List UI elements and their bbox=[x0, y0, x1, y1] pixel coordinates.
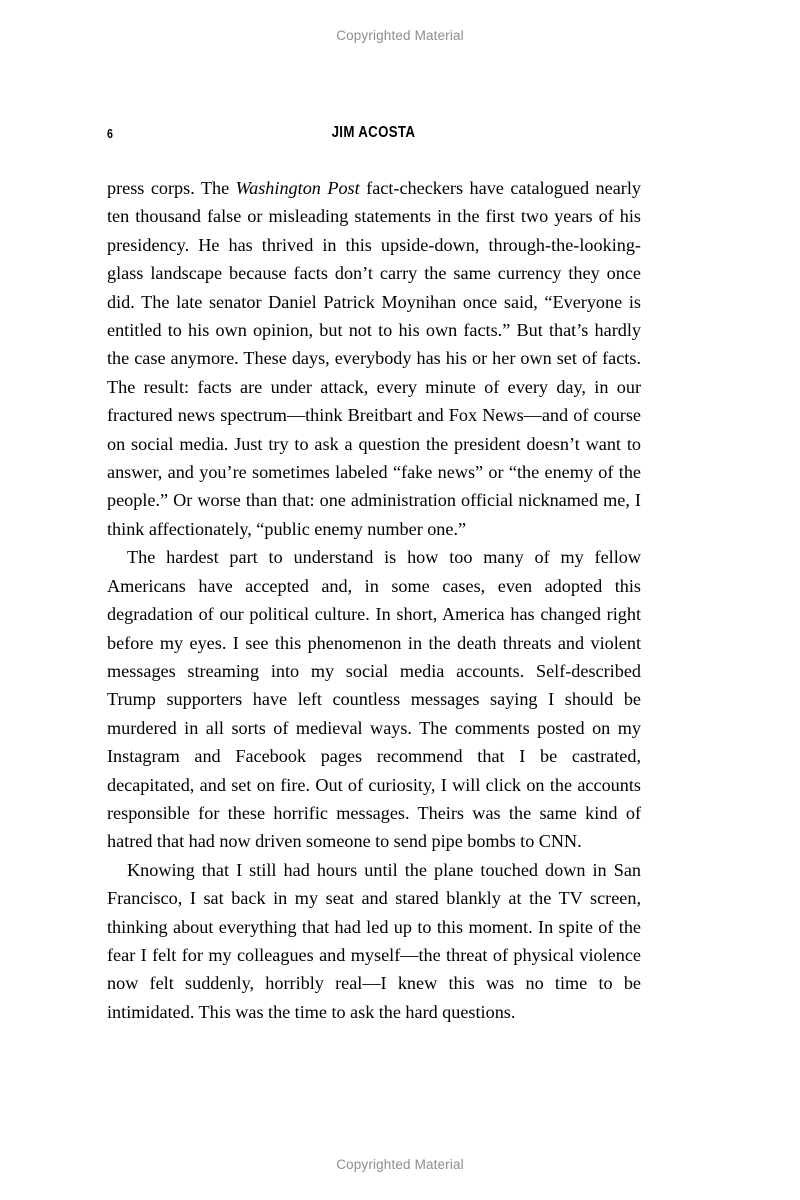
para-1: press corps. The Washington Post fact-checkers have catalogued nearly ten thousand false or misleading statements in the first two years of his presidency. He has thrived in this upside-down, through-the-looking-glass landscape because facts don’t carry the same currency they once did. The late senator Daniel Patrick Moynihan once said, “Everyone is entitled to his own opinion, but not to his own facts.” But that’s hardly the case anymore. These days, everybody has his or her own set of facts. The result: facts are under attack, every minute of every day, in our fractured news spectrum—think Breitbart and Fox News—and of course on social media. Just try to ask a question the president doesn’t want to answer, and you’re sometimes labeled “fake news” or “the enemy of the people.” Or worse than that: one administration official nicknamed me, I think affectionately, “public enemy number one.” bbox=[107, 178, 641, 539]
copyright-watermark-bottom: Copyrighted Material bbox=[336, 1157, 464, 1172]
para-2: The hardest part to understand is how too many of my fellow Americans have accepted and, in some cases, even adopted this degradation of our political culture. In short, America has changed right before my eyes. I see this phenomenon in the death threats and violent messages streaming into my social media accounts. Self-described Trump supporters have left countless messages saying I should be murdered in all sorts of medieval ways. The comments posted on my Instagram and Facebook pages recommend that I be castrated, decapitated, and set on fire. Out of curiosity, I will click on the accounts responsible for these horrific messages. Theirs was the same kind of hatred that had now driven someone to send pipe bombs to CNN. bbox=[107, 547, 641, 852]
italic-phrase: Washington Post bbox=[235, 178, 360, 198]
running-head-title bbox=[107, 124, 640, 142]
running-head-title-text: JIM ACOSTA bbox=[331, 124, 416, 141]
running-head bbox=[107, 124, 640, 146]
para-3: Knowing that I still had hours until the plane touched down in San Francisco, I sat back in my seat and stared blankly at the TV screen, thinking about everything that had led up to this moment. In spite of the fear I felt for my colleagues and myself—the threat of physical violence now felt suddenly, horribly real—I knew this was no time to be intimidated. This was the time to ask the hard questions. bbox=[107, 859, 641, 1022]
body-text bbox=[107, 174, 641, 1026]
copyright-watermark-top: Copyrighted Material bbox=[336, 28, 464, 43]
page-number: 6 bbox=[107, 126, 113, 141]
